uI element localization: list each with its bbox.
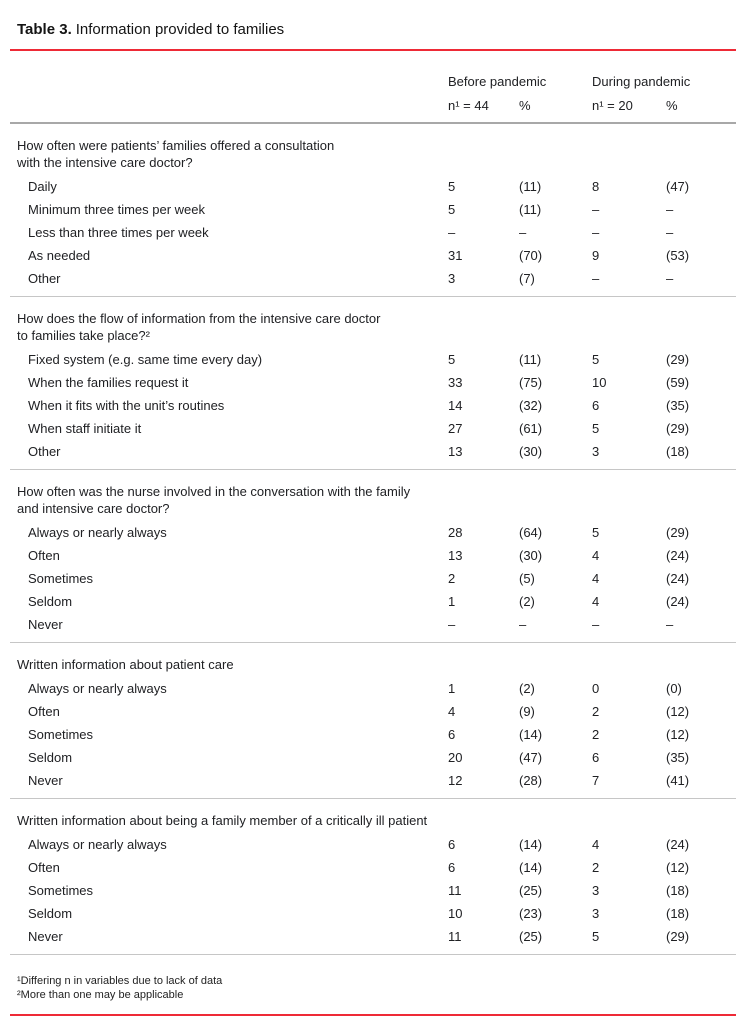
table-row xyxy=(0,925,746,948)
table-section xyxy=(0,799,746,955)
row-value: 6 xyxy=(448,727,456,742)
row-value: (47) xyxy=(519,750,543,765)
row-value: (23) xyxy=(519,906,543,921)
table-row xyxy=(0,700,746,723)
row-label: Seldom xyxy=(28,906,73,921)
row-label: When it fits with the unit’s routines xyxy=(28,398,225,413)
row-value: (32) xyxy=(519,398,543,413)
section-header-line: Written information about patient care xyxy=(17,657,234,672)
row-value: (24) xyxy=(666,548,690,563)
row-value: 2 xyxy=(448,571,456,586)
row-value: (41) xyxy=(666,773,690,788)
row-value: (0) xyxy=(666,681,682,696)
row-value: (30) xyxy=(519,548,543,563)
table-caption: Information provided to families xyxy=(75,21,285,38)
row-value: (47) xyxy=(666,179,690,194)
row-value: – xyxy=(666,202,674,217)
row-value: (61) xyxy=(519,421,543,436)
row-value: (7) xyxy=(519,271,535,286)
row-value: – xyxy=(666,617,674,632)
row-value: 3 xyxy=(448,271,456,286)
row-value: 5 xyxy=(592,352,600,367)
column-during-n: n¹ = 20 xyxy=(592,98,633,113)
row-value: 3 xyxy=(592,883,600,898)
table-row xyxy=(0,833,746,856)
row-value: 5 xyxy=(448,202,456,217)
row-label: When staff initiate it xyxy=(28,421,142,436)
table-row xyxy=(0,746,746,769)
label-column-spacer xyxy=(17,74,448,89)
row-label: Often xyxy=(28,860,60,875)
row-label: Often xyxy=(28,548,60,563)
section-header-line: and intensive care doctor? xyxy=(17,501,170,516)
table-row xyxy=(0,769,746,792)
row-value: – xyxy=(592,617,600,632)
row-value: 27 xyxy=(448,421,463,436)
section-header xyxy=(0,137,746,171)
row-value: (2) xyxy=(519,681,535,696)
row-value: (11) xyxy=(519,202,542,217)
row-value: (29) xyxy=(666,352,690,367)
top-red-rule xyxy=(10,49,736,51)
row-value: (30) xyxy=(519,444,543,459)
row-value: – xyxy=(666,225,674,240)
row-value: – xyxy=(448,225,456,240)
table-row xyxy=(0,348,746,371)
table-row xyxy=(0,394,746,417)
row-label: When the families request it xyxy=(28,375,189,390)
row-value: 8 xyxy=(592,179,600,194)
row-label: Always or nearly always xyxy=(28,525,167,540)
table-body xyxy=(0,124,746,955)
row-value: (35) xyxy=(666,750,690,765)
label-column-spacer xyxy=(17,98,448,113)
section-header xyxy=(0,310,746,344)
table-row xyxy=(0,567,746,590)
row-value: (24) xyxy=(666,837,690,852)
section-header xyxy=(0,483,746,517)
row-value: (24) xyxy=(666,594,690,609)
table-row xyxy=(0,198,746,221)
section-header xyxy=(0,812,746,829)
row-value: (24) xyxy=(666,571,690,586)
row-value: (2) xyxy=(519,594,535,609)
section-header-line: How does the flow of information from the intensive care doctor xyxy=(17,311,381,326)
row-value: 13 xyxy=(448,444,463,459)
row-value: (5) xyxy=(519,571,535,586)
row-value: 4 xyxy=(592,548,600,563)
row-value: 2 xyxy=(592,860,600,875)
column-group-before-pandemic: Before pandemic xyxy=(448,74,547,89)
row-value: 2 xyxy=(592,727,600,742)
row-value: 5 xyxy=(592,525,600,540)
row-value: (25) xyxy=(519,883,543,898)
row-label: Minimum three times per week xyxy=(28,202,205,217)
column-group-header-row xyxy=(0,74,746,89)
row-label: Never xyxy=(28,773,63,788)
row-value: 6 xyxy=(592,750,600,765)
row-value: (11) xyxy=(519,179,542,194)
row-value: 4 xyxy=(592,837,600,852)
table-row xyxy=(0,677,746,700)
table-row xyxy=(0,440,746,463)
row-value: (53) xyxy=(666,248,690,263)
row-value: (29) xyxy=(666,421,690,436)
row-value: 6 xyxy=(448,860,456,875)
row-value: 20 xyxy=(448,750,463,765)
section-header-line: How often were patients’ families offered a consultation xyxy=(17,138,335,153)
row-value: (14) xyxy=(519,837,543,852)
footnote-line: ²More than one may be applicable xyxy=(17,989,184,1001)
row-value: – xyxy=(592,271,600,286)
row-label: Less than three times per week xyxy=(28,225,209,240)
row-value: (70) xyxy=(519,248,543,263)
row-value: 13 xyxy=(448,548,463,563)
row-value: (18) xyxy=(666,883,690,898)
table-row xyxy=(0,221,746,244)
row-value: 4 xyxy=(448,704,456,719)
row-value: 2 xyxy=(592,704,600,719)
row-value: (29) xyxy=(666,525,690,540)
bottom-red-rule xyxy=(10,1014,736,1016)
row-value: – xyxy=(666,271,674,286)
table-row xyxy=(0,521,746,544)
row-value: 33 xyxy=(448,375,463,390)
row-value: (64) xyxy=(519,525,543,540)
column-before-n: n¹ = 44 xyxy=(448,98,489,113)
row-label: Fixed system (e.g. same time every day) xyxy=(28,352,263,367)
footnote-line: ¹Differing n in variables due to lack of data xyxy=(17,975,223,987)
row-value: 10 xyxy=(592,375,607,390)
row-value: – xyxy=(519,225,527,240)
table-row xyxy=(0,590,746,613)
row-value: (12) xyxy=(666,860,690,875)
table-section xyxy=(0,643,746,799)
row-value: 10 xyxy=(448,906,463,921)
row-value: (29) xyxy=(666,929,690,944)
row-value: 4 xyxy=(592,594,600,609)
row-value: – xyxy=(592,202,600,217)
table-row xyxy=(0,267,746,290)
row-label: Sometimes xyxy=(28,883,94,898)
footnotes xyxy=(0,955,746,1002)
row-value: – xyxy=(448,617,456,632)
row-value: 11 xyxy=(448,929,462,944)
row-value: (12) xyxy=(666,704,690,719)
row-label: Seldom xyxy=(28,594,73,609)
row-label: Never xyxy=(28,617,63,632)
table-title xyxy=(0,0,746,38)
table-row xyxy=(0,371,746,394)
row-label: Sometimes xyxy=(28,727,94,742)
row-label: As needed xyxy=(28,248,91,263)
table-row xyxy=(0,544,746,567)
table-row xyxy=(0,175,746,198)
row-value: (35) xyxy=(666,398,690,413)
row-label: Never xyxy=(28,929,63,944)
table-row xyxy=(0,417,746,440)
row-value: (25) xyxy=(519,929,543,944)
row-value: 11 xyxy=(448,883,462,898)
row-label: Seldom xyxy=(28,750,73,765)
row-value: 5 xyxy=(592,929,600,944)
row-value: 5 xyxy=(448,352,456,367)
row-value: (18) xyxy=(666,906,690,921)
section-header-line: How often was the nurse involved in the conversation with the family xyxy=(17,484,411,499)
table-row xyxy=(0,902,746,925)
row-value: – xyxy=(592,225,600,240)
column-subheader-row xyxy=(0,98,746,113)
section-header-line: Written information about being a family member of a critically ill patient xyxy=(17,813,428,828)
row-value: (14) xyxy=(519,727,543,742)
row-value: 3 xyxy=(592,444,600,459)
row-value: 7 xyxy=(592,773,600,788)
row-label: Always or nearly always xyxy=(28,837,167,852)
table-number: Table 3. xyxy=(17,21,72,38)
row-value: 12 xyxy=(448,773,463,788)
row-value: – xyxy=(519,617,527,632)
row-value: 1 xyxy=(448,594,456,609)
table-section xyxy=(0,470,746,643)
row-value: (18) xyxy=(666,444,690,459)
row-value: (75) xyxy=(519,375,543,390)
row-value: (12) xyxy=(666,727,690,742)
row-label: Daily xyxy=(28,179,57,194)
row-label: Other xyxy=(28,271,61,286)
row-value: 9 xyxy=(592,248,600,263)
table-section xyxy=(0,124,746,297)
row-value: 4 xyxy=(592,571,600,586)
row-value: 6 xyxy=(592,398,600,413)
table-row xyxy=(0,244,746,267)
section-header xyxy=(0,656,746,673)
row-value: (28) xyxy=(519,773,543,788)
section-header-line: with the intensive care doctor? xyxy=(17,155,193,170)
row-value: 0 xyxy=(592,681,600,696)
row-value: (14) xyxy=(519,860,543,875)
column-during-percent: % xyxy=(666,98,678,113)
row-value: 28 xyxy=(448,525,463,540)
table-row xyxy=(0,723,746,746)
section-header-line: to families take place?² xyxy=(17,328,150,343)
column-group-during-pandemic: During pandemic xyxy=(592,74,691,89)
row-value: (11) xyxy=(519,352,542,367)
row-label: Other xyxy=(28,444,61,459)
row-label: Often xyxy=(28,704,60,719)
row-value: (59) xyxy=(666,375,690,390)
table-row xyxy=(0,856,746,879)
row-value: 14 xyxy=(448,398,463,413)
row-value: 5 xyxy=(592,421,600,436)
table-row xyxy=(0,879,746,902)
table-row xyxy=(0,613,746,636)
row-value: 5 xyxy=(448,179,456,194)
row-label: Always or nearly always xyxy=(28,681,167,696)
row-label: Sometimes xyxy=(28,571,94,586)
row-value: 6 xyxy=(448,837,456,852)
table-section xyxy=(0,297,746,470)
column-before-percent: % xyxy=(519,98,531,113)
row-value: 3 xyxy=(592,906,600,921)
row-value: 1 xyxy=(448,681,456,696)
row-value: (9) xyxy=(519,704,535,719)
row-value: 31 xyxy=(448,248,463,263)
